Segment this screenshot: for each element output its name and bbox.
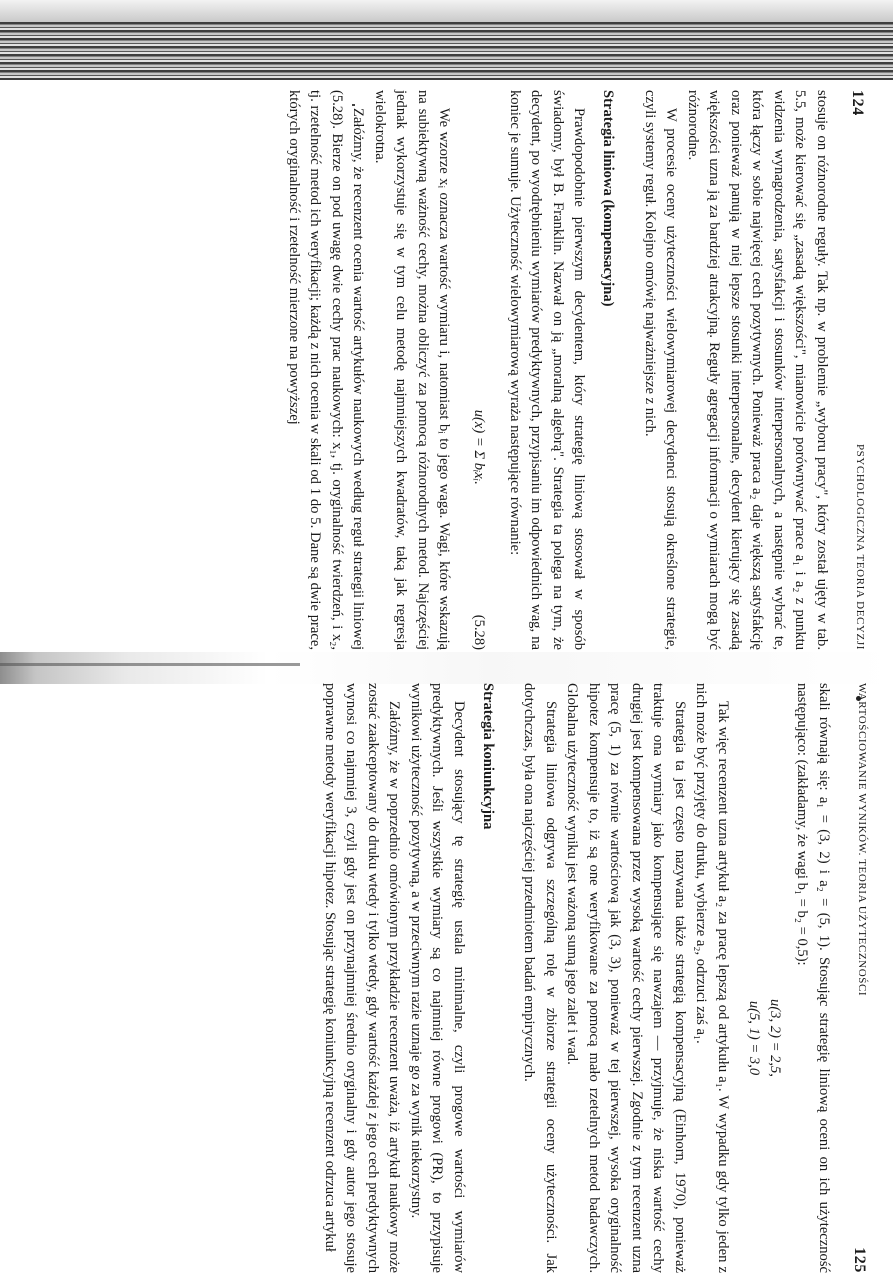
paragraph: stosuje on różnorodne reguły. Tak np. w problemie „wyboru pracy", który został ujęty w tab. 5.5, może kierować się „zasadą większości", mianowicie porównywać prace a₁ i a₂ z punktu widzenia wynagrodzenia, satysfakcji i stosunków interpersonalnych, a następnie wybrać te, która łączy w sobie najwięcej cech pozytywnych. Ponieważ praca a₂ daje większą satysfakcję oraz ponieważ panują w niej lepsze stosunki interpersonalne, decydent kierujący się zasadą większości uzna ją za bardziej atrakcyjną. Reguły agregacji informacji o wymiarach mogą być różnorodne. <box>685 90 830 650</box>
header-title: PSYCHOLOGICZNA TEORIA DECYZJI <box>854 443 866 650</box>
header-title: WARTOŚCIOWANIE WYNIKÓW. TEORIA UŻYTECZNOŚCI <box>856 683 868 997</box>
paragraph: We wzorze xᵢ oznacza wartość wymiaru i, natomiast bᵢ to jego waga. Wagi, które wskazują na subiektywną ważność cechy, można obliczyć za pomocą różnorodnych metod. Najczęściej jednak wykorzystuje się w tym celu metodę najmniejszych kwadratów, taką jak regresja wielokrotna. <box>372 90 453 650</box>
running-header <box>850 683 868 1273</box>
paragraph: Strategia liniowa odgrywa szczególną rolę w zbiorze strategii oceny użyteczności. Jak dotychczas, była ona najczęściej przedmiotem badań empirycznych. <box>521 683 559 1273</box>
paragraph: Załóżmy, że recenzent ocenia wartość artykułów naukowych według reguł strategii liniowej (5.28). Bierze on pod uwagę dwie cechy prac naukowych: x₁, tj. oryginalność twierdzeń, i x₂, tj. rzetelność metod ich weryfikacji; każdą z nich ocenia w skali od 1 do 5. Dane są dwie prace, których oryginalność i rzetelność mierzone na powyższej <box>286 90 367 650</box>
paragraph: Załóżmy, że w poprzednio omówionym przykładzie recenzent uważa, iż artykuł naukowy może zostać zaakceptowany do druku wtedy i tylko wtedy, gdy wartość każdej z jego cech predyktywnych wynosi co najmniej 3, czyli gdy jest on przynajmniej średnio oryginalny i gdy autor jego stosuje poprawne metody weryfikacji hipotez. Stosując strategię koniunkcyjną recenzent odrzuca artykuł <box>322 683 403 1273</box>
equation-block <box>743 803 785 1273</box>
paragraph: W procesie oceny użyteczności wielowymiarowej decydenci stosują określone strategie, czyli systemy reguł. Kolejno omówię najważniejsze z nich. <box>642 90 680 650</box>
section-heading: Strategia liniowa (kompensacyjna) <box>600 90 617 307</box>
book-gutter <box>0 652 893 684</box>
equation <box>471 90 488 650</box>
equation-line: u(3, 2) = 2,5, <box>767 999 783 1077</box>
scan-edge-top <box>0 0 893 22</box>
running-header <box>848 90 866 650</box>
paragraph: Strategia ta jest często nazywana także strategią kompensacyjną (Einhorn, 1970), ponieważ traktuje ona wymiary jako kompensujące się nawzajem — przyjmuje, że niska wartość cechy drugiej jest kompensowana przez wysoką wartość cechy pierwszej. Zgodnie z tym recenzent uzna pracę (5, 1) za równie wartościową jak (3, 3), ponieważ w tej pierwszej, wysoka oryginalność hipotez kompensuje to, iż są one weryfikowane za pomocą mało rzetelnych metod badawczych. Globalna użyteczność wyniku jest ważoną sumą jego zalet i wad. <box>564 683 688 1273</box>
section-heading: Strategia koniunkcyjna <box>480 683 496 830</box>
page-number: 125 <box>851 1247 868 1273</box>
paragraph: Tak więc recenzent uzna artykuł a₂ za pracę lepszą od artykułu a₁. W wypadku gdy tylko jeden z nich może być przyjęty do druku, wybierze a₂, odrzuci zaś a₁. <box>693 683 731 1273</box>
paragraph: Prawdopodobnie pierwszym decydentem, który strategię liniową stosował w sposób świadomy, był B. Franklin. Nazwał on ją „moralną algebrą". Strategia ta polega na tym, że decydent, po wyodrębnieniu wymiarów predyktywnych, przypisaniu im odpowiednich wag, na koniec je sumuje. Użyteczność wielowymiarową wyraża następujące równanie: <box>507 90 588 650</box>
paragraph: skali równają się: a₁ = (3, 2) i a₂ = (5, 1). Stosując strategię liniową oceni on ich użyteczność następująco: (zakładamy, że wagi b₁ = b₂ = 0,5): <box>794 683 832 1273</box>
equation-number: (5.28) <box>471 614 488 650</box>
page-number: 124 <box>849 90 866 116</box>
scan-shadow-band <box>0 22 893 80</box>
equation-line: u(5, 1) = 3,0 <box>746 1000 762 1076</box>
gutter-shadow-line <box>0 663 300 666</box>
equation-expression: u(x) = Σ bᵢxᵢ. <box>471 409 488 485</box>
paragraph: Decydent stosujący tę strategię ustala minimalne, czyli progowe wartości wymiarów predyktywnych. Jeśli wszystkie wymiary są co najmniej równe progowi (PR), to przypisuje wynikowi użyteczność pozytywną, a w przeciwnym razie uznaje go za wynik niekorzystny. <box>408 683 467 1273</box>
